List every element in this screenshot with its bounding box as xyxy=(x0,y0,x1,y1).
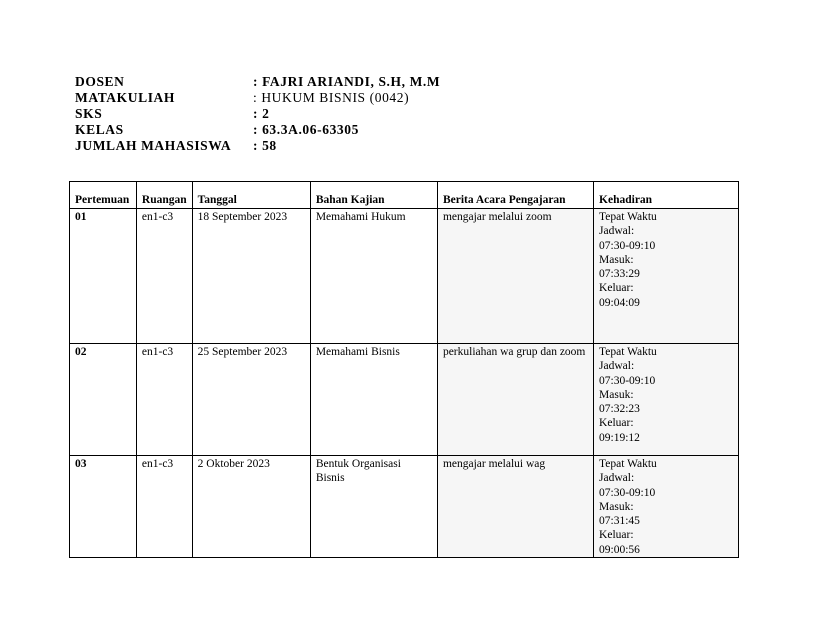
dosen-label: DOSEN xyxy=(75,74,125,89)
kehadiran-masuk-label: Masuk: xyxy=(599,253,634,266)
course-header xyxy=(75,74,440,154)
header-pertemuan: Pertemuan xyxy=(70,182,137,209)
kehadiran-status: Tepat Waktu xyxy=(599,211,657,223)
ruangan-cell: en1-c3 xyxy=(136,344,192,456)
header-row-dosen xyxy=(75,74,440,90)
header-ruangan: Ruangan xyxy=(136,182,192,209)
bahan-kajian-cell: Memahami Bisnis xyxy=(310,344,437,456)
berita-acara-cell: mengajar melalui zoom xyxy=(437,209,593,344)
kehadiran-keluar-value: 09:19:12 xyxy=(599,431,640,444)
kehadiran-jadwal-label: Jadwal: xyxy=(599,225,635,238)
kehadiran-jadwal-value: 07:30-09:10 xyxy=(599,239,656,252)
tanggal-cell: 2 Oktober 2023 xyxy=(192,456,310,558)
sks-label: SKS xyxy=(75,106,103,121)
kelas-value: : 63.3A.06-63305 xyxy=(253,122,359,137)
header-row-jumlah xyxy=(75,138,440,154)
header-row-matakuliah xyxy=(75,90,440,106)
pertemuan-cell: 02 xyxy=(70,344,137,456)
pertemuan-cell: 03 xyxy=(70,456,137,558)
matakuliah-value: : HUKUM BISNIS (0042) xyxy=(253,90,410,105)
kehadiran-jadwal-label: Jadwal: xyxy=(599,360,635,373)
header-tanggal: Tanggal xyxy=(192,182,310,209)
kehadiran-cell xyxy=(594,209,739,344)
bahan-kajian-cell: Bentuk Organisasi Bisnis xyxy=(310,456,437,558)
ruangan-cell: en1-c3 xyxy=(136,209,192,344)
kehadiran-masuk-value: 07:32:23 xyxy=(599,403,640,416)
header-row-kelas xyxy=(75,122,440,138)
dosen-value: : FAJRI ARIANDI, S.H, M.M xyxy=(253,74,441,89)
kelas-label: KELAS xyxy=(75,122,124,137)
header-berita-acara: Berita Acara Pengajaran xyxy=(437,182,593,209)
tanggal-cell: 25 September 2023 xyxy=(192,344,310,456)
table-row xyxy=(70,456,739,558)
attendance-table xyxy=(69,181,739,558)
kehadiran-jadwal-label: Jadwal: xyxy=(599,472,635,485)
table-row xyxy=(70,209,739,344)
kehadiran-cell xyxy=(594,344,739,456)
jumlah-mahasiswa-value: : 58 xyxy=(253,138,277,153)
jumlah-mahasiswa-label: JUMLAH MAHASISWA xyxy=(75,138,232,153)
header-bahan-kajian: Bahan Kajian xyxy=(310,182,437,209)
table-header-row xyxy=(70,182,739,209)
kehadiran-keluar-value: 09:04:09 xyxy=(599,296,640,309)
tanggal-cell: 18 September 2023 xyxy=(192,209,310,344)
header-row-sks xyxy=(75,106,440,122)
ruangan-cell: en1-c3 xyxy=(136,456,192,558)
kehadiran-status: Tepat Waktu xyxy=(599,346,657,358)
kehadiran-cell xyxy=(594,456,739,558)
kehadiran-keluar-label: Keluar: xyxy=(599,417,634,430)
matakuliah-label: MATAKULIAH xyxy=(75,90,175,105)
kehadiran-jadwal-value: 07:30-09:10 xyxy=(599,374,656,387)
kehadiran-status: Tepat Waktu xyxy=(599,458,657,470)
header-kehadiran: Kehadiran xyxy=(594,182,739,209)
kehadiran-masuk-value: 07:33:29 xyxy=(599,268,640,281)
sks-value: : 2 xyxy=(253,106,270,121)
kehadiran-keluar-value: 09:00:56 xyxy=(599,543,640,556)
kehadiran-masuk-label: Masuk: xyxy=(599,500,634,513)
bahan-kajian-cell: Memahami Hukum xyxy=(310,209,437,344)
kehadiran-jadwal-value: 07:30-09:10 xyxy=(599,486,656,499)
table-row xyxy=(70,344,739,456)
berita-acara-cell: perkuliahan wa grup dan zoom xyxy=(437,344,593,456)
kehadiran-masuk-label: Masuk: xyxy=(599,388,634,401)
pertemuan-cell: 01 xyxy=(70,209,137,344)
kehadiran-masuk-value: 07:31:45 xyxy=(599,515,640,528)
berita-acara-cell: mengajar melalui wag xyxy=(437,456,593,558)
kehadiran-keluar-label: Keluar: xyxy=(599,529,634,542)
kehadiran-keluar-label: Keluar: xyxy=(599,282,634,295)
